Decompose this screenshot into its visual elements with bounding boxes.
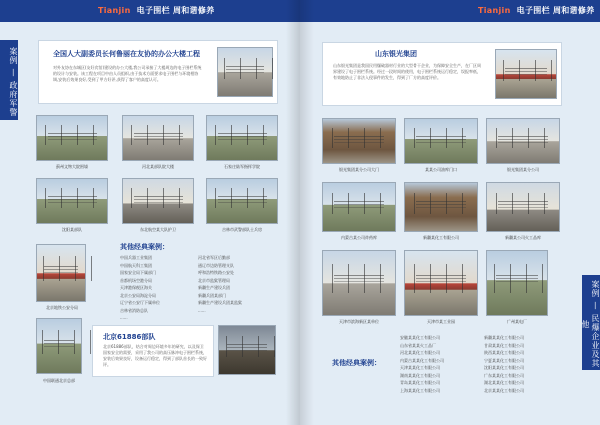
right-photo-7 [322, 250, 396, 316]
case-item: 北京市监狱管理局 [198, 277, 230, 283]
case-item: 宁夏某某化工有限公司 [484, 357, 524, 363]
left-ribbon-photo [218, 325, 276, 375]
left-photo-1 [36, 115, 108, 161]
case-item: ...... [120, 315, 128, 320]
left-feature-photo [217, 47, 273, 97]
brand-logo: Tianjin [478, 6, 511, 15]
case-item: 新疆兵团某部门 [198, 292, 226, 298]
left-cases-col2 [198, 254, 278, 314]
case-item: 中国兵器工业集团 [120, 255, 152, 260]
right-feature-body: 山东银光集团是我国民用爆破器材行业的大型骨干企业，为保障安全生产，在厂区周界建设了电子围栏系统。经过一段时间的使用，电子围栏系统运行稳定，误报率低，有效地防止了非法入侵事件的发生，得到了厂方的高度评价。 [333, 63, 481, 80]
right-photo-7-caption: 天津市滨海新区某单位 [339, 319, 379, 324]
right-feature-card [322, 42, 562, 106]
left-feature-title: 全国人大副委员长何鲁丽在友协的办公大楼工程 [53, 50, 200, 58]
left-cases-col1 [120, 254, 200, 322]
left-feature-card [38, 40, 278, 104]
left-page-header [0, 0, 300, 22]
case-item: 安徽某某化工有限公司 [400, 335, 440, 340]
right-photo-2 [404, 118, 478, 164]
right-photo-8 [404, 250, 478, 316]
case-item: 山东省某某火工品厂 [400, 342, 436, 348]
left-photo-7 [36, 244, 86, 302]
case-item: 上海某某化工有限公司 [400, 387, 440, 393]
gutter-shadow-right [300, 0, 314, 425]
right-photo-3 [486, 118, 560, 164]
right-cases-col2 [484, 334, 564, 394]
left-cases-title: 其他经典案例： [120, 243, 169, 251]
case-item: 河北某某化工有限公司 [400, 350, 440, 355]
right-cases-title: 其他经典案例： [332, 359, 381, 367]
right-feature-photo [495, 49, 557, 99]
right-side-tab: 案例 — 民爆企业及其他 [582, 275, 600, 370]
case-item: 甘肃某某化工有限公司 [484, 342, 524, 348]
header-slogan: 电子围栏 周和谐修养 [136, 6, 215, 15]
left-photo-6 [206, 178, 278, 224]
right-page [300, 0, 600, 425]
right-photo-5 [404, 182, 478, 232]
left-photo-5-caption: 东北航空某大队护卫 [140, 227, 176, 232]
left-photo-8 [36, 318, 82, 374]
case-item: 天津港保税区海关 [120, 285, 152, 290]
left-feature-body: 对外友协在东城区(友好宾馆)建设的办公大楼,我公司承接了大楼周边的电子围栏系统的设计与安装。该工程在项目中由人员组织,由于技术方面要求电子围栏与环境相协调,安装后效果良好,受到了甲方好评,获得了客户的高度认可。 [53, 65, 202, 82]
left-photo-4-caption: 沈阳某部队 [62, 227, 82, 232]
left-photo-1-caption: 蓟州文物大院围墙 [56, 164, 88, 169]
right-photo-8-caption: 天津市某工业园 [427, 319, 455, 324]
right-photo-9-caption: 广州某电厂 [507, 319, 527, 324]
left-photo-4 [36, 178, 108, 224]
right-photo-1-caption: 银光集团某分公司大门 [339, 167, 379, 172]
right-photo-4 [322, 182, 396, 232]
right-photo-2-caption: 某某公司油库门口 [425, 167, 457, 172]
right-photo-3-caption: 银光集团某分公司 [507, 167, 539, 172]
right-page-header [300, 0, 600, 22]
case-item: 北京某某化工有限公司 [484, 387, 524, 393]
right-photo-6 [486, 182, 560, 232]
case-item: 首都机场空港分局 [120, 277, 152, 283]
header-slogan: 电子围栏 周和谐修养 [516, 6, 595, 15]
gutter-shadow-left [286, 0, 300, 425]
case-item: 广东某某化工有限公司 [484, 372, 524, 378]
case-item: 天津某某化工有限公司 [400, 365, 440, 370]
case-item: 北京公安局海淀分局 [120, 292, 156, 298]
case-item: 青岛某某化工有限公司 [400, 380, 440, 385]
right-photo-6-caption: 新疆某公司火工品库 [505, 235, 541, 240]
case-item: 呼和浩特铁路公安处 [198, 270, 234, 275]
case-item: 辽宁省公安厅下属单位 [120, 300, 160, 305]
left-ribbon-card [92, 325, 214, 377]
case-item: 吉林省消防总队 [120, 307, 148, 313]
left-photo-6-caption: 吉林市武警部队士兵房 [222, 227, 262, 232]
right-photo-5-caption: 新疆某化工有限公司 [423, 235, 459, 240]
brand-logo: Tianjin [98, 6, 131, 15]
right-photo-9 [486, 250, 548, 316]
left-photo-8-caption: 中国联通北京总部 [43, 378, 75, 383]
left-photo-3-caption: 石家庄陆军指挥学院 [224, 164, 260, 169]
case-item: ...... [198, 307, 206, 313]
case-item: 国家安全局下属部门 [120, 270, 156, 275]
case-item: 陕西某某化工有限公司 [484, 350, 524, 355]
left-side-tab: 案例 — 政府军警 [0, 40, 18, 120]
case-item: 河北省军区后勤部 [198, 255, 230, 260]
right-feature-title: 山东银光集团 [375, 50, 417, 58]
left-photo-5 [122, 178, 194, 224]
case-item: 沈阳某某化工有限公司 [484, 365, 524, 370]
right-photo-1 [322, 118, 396, 164]
header-brand [98, 5, 214, 16]
case-item: 内蒙古某某化工有限公司 [400, 357, 444, 363]
left-photo-2 [122, 115, 194, 161]
case-item: 湖南某某化工有限公司 [400, 372, 440, 378]
right-photo-4-caption: 内蒙古某公司炸药库 [341, 235, 377, 240]
left-photo-7-caption: 北京地铁公安分局 [46, 305, 78, 310]
right-cases-col1 [400, 334, 480, 394]
case-item: 通辽市边防管理支队 [198, 262, 234, 268]
left-photo-3 [206, 115, 278, 161]
case-item: 新疆生产建设兵团某监狱 [198, 300, 242, 305]
case-item: 中国航天科工集团 [120, 262, 152, 268]
header-brand [478, 5, 594, 16]
left-ribbon-title: 北京61886部队 [103, 333, 156, 341]
left-photo-2-caption: 河北某部队院大楼 [142, 164, 174, 169]
case-item: 新疆某某化工有限公司 [484, 335, 524, 340]
case-item: 湖北某某化工有限公司 [484, 380, 524, 385]
left-ribbon-body: 北京61886部队，结合对周边环境多年的研究，以及保卫国家安全的需要，采用了我公司的高压脉冲电子围栏系统，安装后效果良好，设备运行稳定，得到了部队首长的一致好评。 [103, 344, 207, 367]
case-item: 新疆生产建设兵团 [198, 285, 230, 290]
